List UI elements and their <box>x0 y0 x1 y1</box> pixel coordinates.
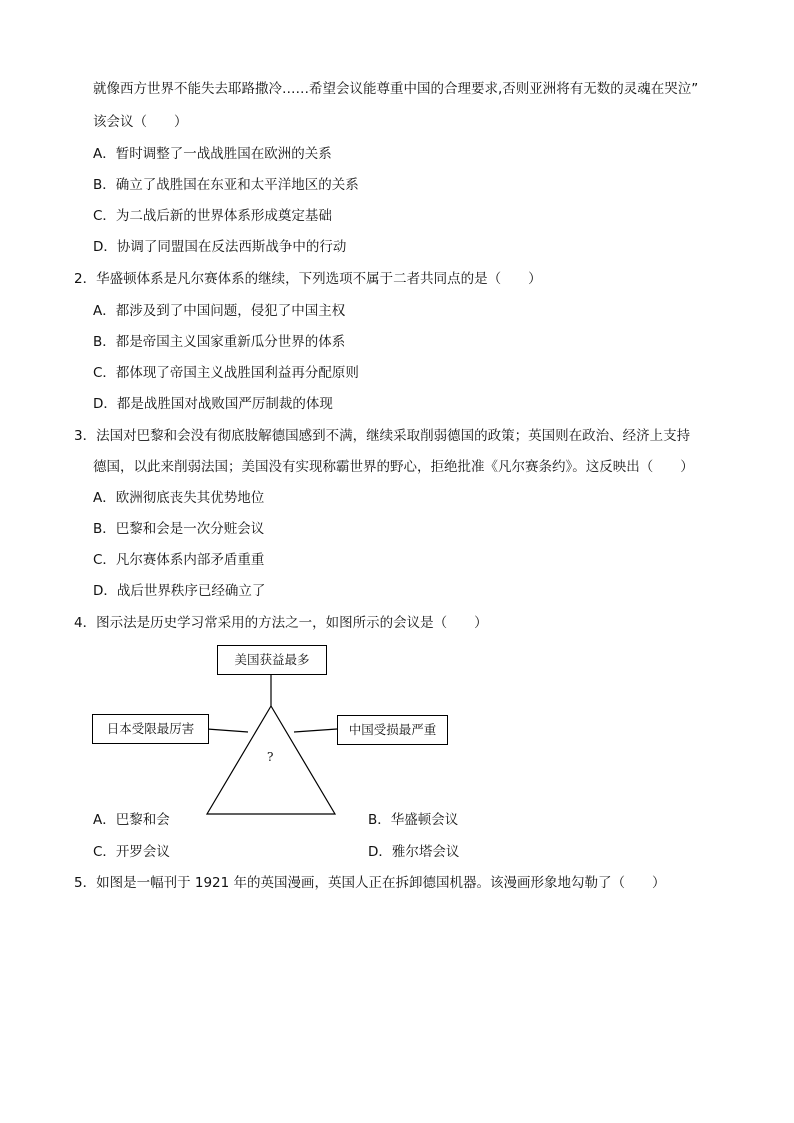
q1-continuation-line-1: 就像西方世界不能失去耶路撒冷……希望会议能尊重中国的合理要求,否则亚洲将有无数的灵魂在哭泣” <box>93 81 699 97</box>
q2-option-d: D．都是战胜国对战败国严厉制裁的体现 <box>93 396 333 412</box>
q2-option-c: C．都体现了帝国主义战胜国利益再分配原则 <box>93 365 359 381</box>
q1-option-d: D．协调了同盟国在反法西斯战争中的行动 <box>93 239 347 255</box>
q4-option-c: C．开罗会议 <box>93 844 170 860</box>
q1-option-a: A．暂时调整了一战战胜国在欧洲的关系 <box>93 146 332 162</box>
q2-option-b: B．都是帝国主义国家重新瓜分世界的体系 <box>93 334 346 350</box>
q4-option-b: B．华盛顿会议 <box>368 812 459 828</box>
q2-stem: 2．华盛顿体系是凡尔赛体系的继续，下列选项不属于二者共同点的是（ ） <box>74 271 542 287</box>
q3-option-b: B．巴黎和会是一次分赃会议 <box>93 521 265 537</box>
q3-option-a: A．欧洲彻底丧失其优势地位 <box>93 490 265 506</box>
q1-continuation-line-2: 该会议（ ） <box>93 114 188 130</box>
q5-stem: 5．如图是一幅刊于 1921 年的英国漫画，英国人正在拆卸德国机器。该漫画形象地勾勒了（ ） <box>74 875 666 891</box>
q3-option-c: C．凡尔赛体系内部矛盾重重 <box>93 552 265 568</box>
q3-stem-line-1: 3．法国对巴黎和会没有彻底肢解德国感到不满，继续采取削弱德国的政策；英国则在政治、经济上支持 <box>74 428 691 444</box>
q2-option-a: A．都涉及到了中国问题，侵犯了中国主权 <box>93 303 346 319</box>
q4-option-a: A．巴黎和会 <box>93 812 170 828</box>
q4-diagram-question-mark: ? <box>267 750 274 764</box>
q4-option-d: D．雅尔塔会议 <box>368 844 460 860</box>
q4-connector-right <box>294 729 337 732</box>
q1-option-c: C．为二战后新的世界体系形成奠定基础 <box>93 208 332 224</box>
q4-box-china: 中国受损最严重 <box>337 715 448 745</box>
q4-connector-left <box>207 729 248 732</box>
q3-option-d: D．战后世界秩序已经确立了 <box>93 583 266 599</box>
q1-option-b: B．确立了战胜国在东亚和太平洋地区的关系 <box>93 177 359 193</box>
q4-box-japan: 日本受限最厉害 <box>92 714 209 744</box>
q4-box-usa: 美国获益最多 <box>217 645 327 675</box>
q3-stem-line-2: 德国，以此来削弱法国；美国没有实现称霸世界的野心，拒绝批准《凡尔赛条约》。这反映出（ ） <box>93 459 694 475</box>
q4-stem: 4．图示法是历史学习常采用的方法之一，如图所示的会议是（ ） <box>74 615 488 631</box>
q4-conference-diagram <box>90 640 460 820</box>
